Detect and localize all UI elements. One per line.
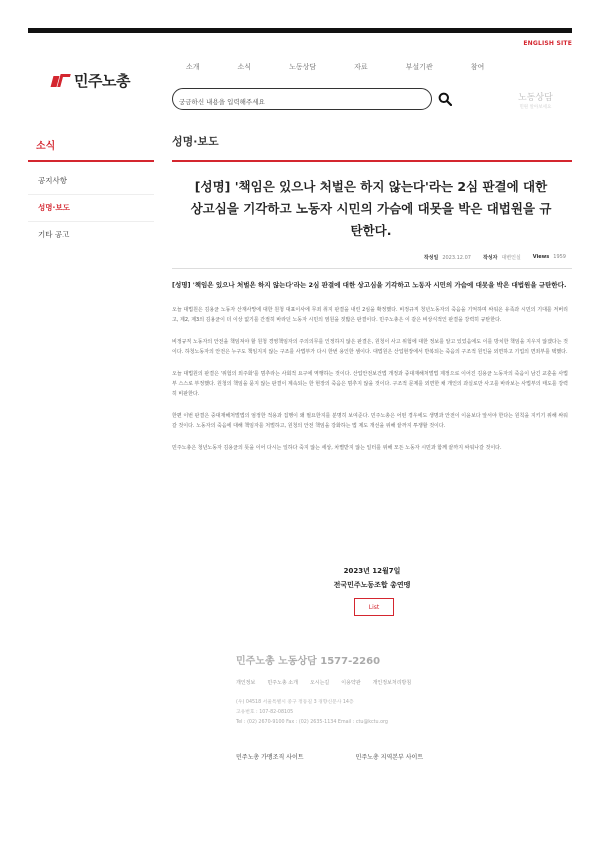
regional-sites-link[interactable]: 민주노총 지역본부 사이트 <box>355 754 424 761</box>
main-nav <box>186 62 522 72</box>
affiliate-sites-link[interactable]: 민주노총 가맹조직 사이트 <box>236 754 304 761</box>
post-views: 1959 <box>553 254 566 260</box>
search-box <box>172 88 432 110</box>
nav-item-affiliates[interactable]: 부설기관 <box>405 63 433 71</box>
counsel-subtitle: 민원 알아보세요 <box>519 105 552 110</box>
sidebar-menu <box>28 168 154 248</box>
footer-address: (우) 04518 서울특별시 중구 정동길 3 경향신문사 14층 <box>236 700 354 705</box>
footer-bottom-links <box>236 752 475 761</box>
date-label: 작성일 <box>423 255 439 261</box>
post-paragraph: 비정규직 노동자의 안전을 책임져야 할 원청 경영책임자의 주의의무를 인정하지 않은 판결은, 원청이 사고 위험에 대한 정보를 알고 있었음에도 이를 방치한 책임을 지우지 않겠다는 것이다. 하청노동자의 안전은 누구도 책임지지 않는 구조를 사법부가 다시 한번 용인한 셈이다. 대법원은 산업현장에서 반복되는 죽음의 구조적 원인을 외면하고 기업의 면죄부를 택했다. <box>172 339 568 355</box>
signature-org: 전국민주노동조합 총연맹 <box>333 581 411 589</box>
english-site-link[interactable]: ENGLISH SITE <box>523 40 572 47</box>
footer-link[interactable]: 개인정보 <box>236 680 256 686</box>
sidebar-item-notices[interactable]: 공지사항 <box>28 168 154 195</box>
nav-item-counsel[interactable]: 노동상담 <box>289 63 317 71</box>
logo-text: 민주노총 <box>74 72 130 90</box>
page-title-divider <box>172 160 572 162</box>
sidebar-item-other-notices[interactable]: 기타 공고 <box>38 230 70 239</box>
footer-link[interactable]: 오시는길 <box>309 680 330 686</box>
footer-link[interactable]: 이용약관 <box>341 680 361 686</box>
sidebar-item-statements[interactable]: 성명·보도 <box>28 195 154 222</box>
post-date: 2023.12.07 <box>442 255 471 261</box>
post-paragraph: 한편 이번 판결은 중대재해처벌법의 엄정한 적용과 집행이 왜 필요한지를 분명히 보여준다. 민주노총은 어떤 경우에도 생명과 안전이 이윤보다 앞서야 한다는 원칙을 지키기 위해 싸워갈 것이다. 노동자의 죽음에 대해 책임자를 처벌하고, 원청의 안전 책임을 강화하는 법 제도 개선을 위해 끝까지 투쟁할 것이다. <box>172 413 568 429</box>
footer-hotline: 민주노총 노동상담 1577-2260 <box>236 656 381 667</box>
author-label: 작성자 <box>482 255 498 261</box>
post-meta <box>412 254 566 261</box>
post-signature <box>172 564 572 592</box>
page-title: 성명·보도 <box>172 135 219 148</box>
post-paragraph: 오늘 대법원의 판결은 '위험의 외주화'를 멈추라는 사회적 요구에 역행하는 것이다. 산업안전보건법 개정과 중대재해처벌법 제정으로 이어진 김용균 노동자의 죽음이 남긴 교훈을 사법부 스스로 부정했다. 원청의 책임을 묻지 않는 판결이 계속되는 한 현장의 죽음은 멈추지 않을 것이다. 구조적 문제를 외면한 채 개인의 과실로만 사고를 바라보는 사법부의 태도를 강력히 비판한다. <box>172 371 568 397</box>
top-bar <box>28 28 572 33</box>
post-paragraph: 민주노총은 청년노동자 김용균의 뜻을 이어 다시는 일하다 죽지 않는 세상, 차별받지 않는 일터를 위해 모든 노동자 시민과 함께 끝까지 싸워나갈 것이다. <box>172 445 502 451</box>
meta-divider <box>172 268 572 269</box>
nav-item-about[interactable]: 소개 <box>186 63 200 71</box>
views-label: Views <box>532 254 550 260</box>
post-paragraph: 오늘 대법원은 김용균 노동자 산재사망에 대한 원청 대표이사에 무죄 취지 판결을 내린 2심을 확정했다. 비정규직 청년노동자의 죽음을 기억하며 싸워온 유족과 시민의 기대를 저버리고, 제2, 제3의 김용균이 더 이상 없기를 간절히 바라던 노동자 시민의 염원을 짓밟은 판결이다. 민주노총은 이 같은 비상식적인 판결을 강력히 규탄한다. <box>172 307 568 323</box>
search-icon[interactable] <box>438 92 452 106</box>
post-author: 대변인실 <box>501 255 521 261</box>
footer-business-no: 고유번호 : 107-82-08105 <box>236 710 294 715</box>
logo-icon <box>52 74 70 88</box>
sidebar-divider <box>28 160 154 162</box>
post-lead: [성명] '책임은 있으나 처벌은 하지 않는다'라는 2심 판결에 대한 상고심을 기각하고 노동자 시민의 가슴에 대못을 박은 대법원을 규탄한다. <box>172 281 567 289</box>
nav-item-resources[interactable]: 자료 <box>354 63 368 71</box>
list-button[interactable]: List <box>354 598 394 616</box>
post-body <box>172 280 568 465</box>
signature-date: 2023년 12월7일 <box>343 567 401 575</box>
logo[interactable] <box>52 70 130 91</box>
post-title: [성명] '책임은 있으나 처벌은 하지 않는다'라는 2심 판결에 대한 상고심을 기각하고 노동자 시민의 가슴에 대못을 박은 대법원을 규탄한다. <box>190 179 552 238</box>
footer-link[interactable]: 개인정보처리방침 <box>372 680 412 686</box>
nav-item-participate[interactable]: 참여 <box>470 63 485 71</box>
footer-contact: Tel : (02) 2670-9100 Fax : (02) 2635-1134 Email : ctu@kctu.org <box>236 720 388 725</box>
nav-item-news[interactable]: 소식 <box>237 63 252 71</box>
footer-links <box>236 679 536 686</box>
counsel-link[interactable] <box>518 90 553 110</box>
search-input[interactable] <box>173 92 403 112</box>
footer <box>236 652 536 728</box>
counsel-title: 노동상담 <box>518 93 553 103</box>
footer-link[interactable]: 민주노총 소개 <box>267 680 298 686</box>
sidebar-title: 소식 <box>36 141 56 152</box>
